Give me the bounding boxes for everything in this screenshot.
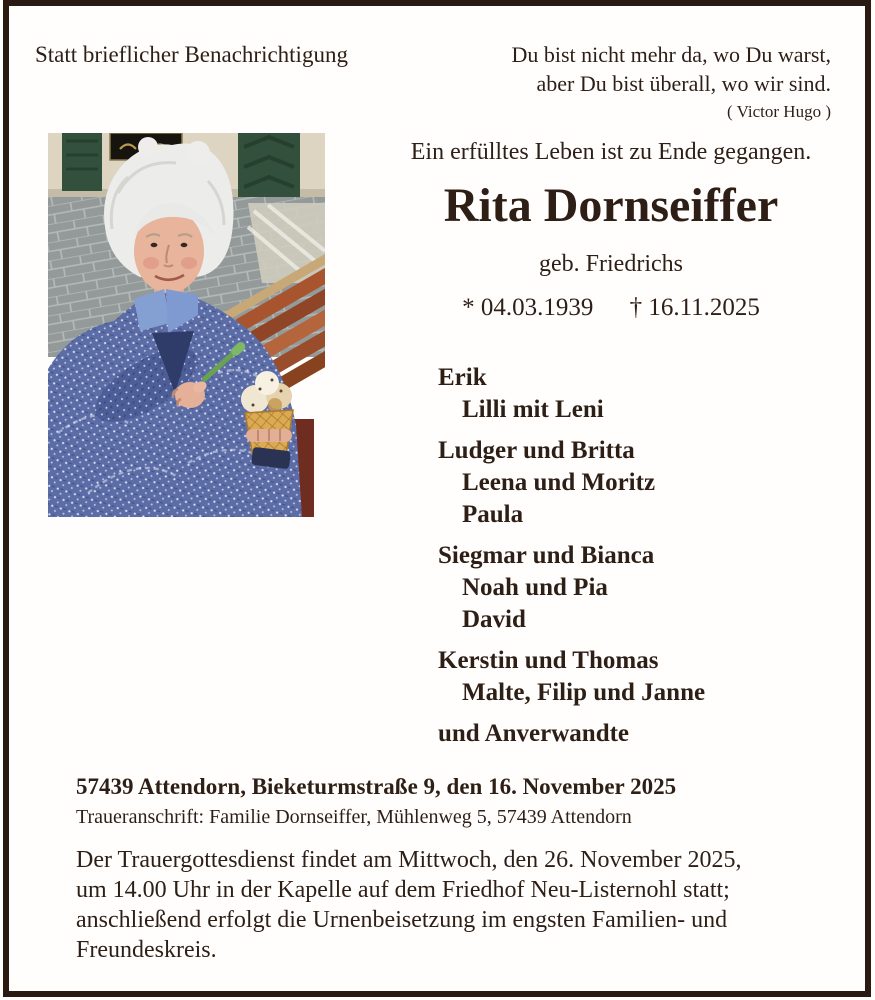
service-info-line: anschließend erfolgt die Urnenbeisetzung im engsten Familien- und	[76, 907, 728, 933]
mourner-line: David	[462, 606, 526, 633]
birth-date: * 04.03.1939	[462, 294, 594, 321]
memorial-quote	[511, 40, 831, 124]
notification-note: Statt brieflicher Benachrichtigung	[35, 42, 348, 67]
mourner-line: Erik	[438, 364, 487, 391]
quote-line: Du bist nicht mehr da, wo Du warst,	[511, 42, 831, 67]
deceased-name: Rita Dornseiffer	[443, 179, 779, 232]
portrait-photo-illustration	[48, 133, 325, 517]
mourner-line: Lilli mit Leni	[462, 396, 604, 423]
mourner-line-relatives: und Anverwandte	[438, 720, 630, 747]
place-date-line: 57439 Attendorn, Bieketurmstraße 9, den 16. November 2025	[76, 774, 677, 799]
address-block	[76, 773, 676, 830]
quote-attribution: ( Victor Hugo )	[727, 102, 831, 121]
service-info-line: um 14.00 Uhr in der Kapelle auf dem Friedhof Neu-Listernohl statt;	[76, 877, 730, 903]
maiden-name: geb. Friedrichs	[539, 251, 683, 277]
mourner-line: Paula	[462, 501, 524, 528]
quote-line: aber Du bist überall, wo wir sind.	[536, 71, 831, 96]
service-info	[76, 845, 741, 965]
mourner-line: Siegmar und Bianca	[438, 542, 655, 569]
service-info-line: Der Trauergottesdienst findet am Mittwoch, den 26. November 2025,	[76, 847, 742, 873]
service-info-line: Freundeskreis.	[76, 937, 217, 963]
mourner-line: Leena und Moritz	[462, 469, 656, 496]
announcement-intro: Ein erfülltes Leben ist zu Ende gegangen.	[410, 139, 812, 165]
life-dates	[390, 293, 832, 323]
announcement-block	[390, 138, 832, 323]
mourner-line: Noah und Pia	[462, 574, 608, 601]
death-date: † 16.11.2025	[629, 294, 760, 321]
mourners-list	[438, 362, 705, 750]
mourner-line: Malte, Filip und Janne	[462, 679, 706, 706]
mourner-line: Kerstin und Thomas	[438, 647, 659, 674]
mourning-address-line: Traueranschrift: Familie Dornseiffer, Mühlenweg 5, 57439 Attendorn	[76, 806, 632, 828]
portrait-photo	[48, 133, 325, 517]
mourner-line: Ludger und Britta	[438, 437, 635, 464]
